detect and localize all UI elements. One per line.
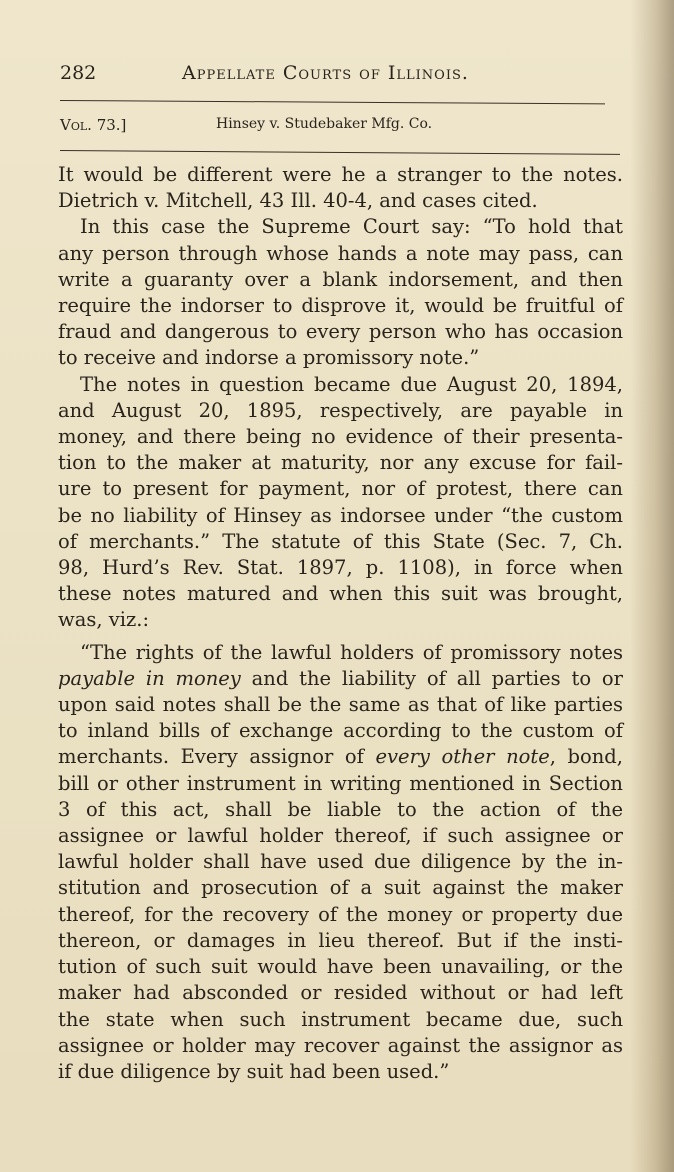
quote-line: 3 of this act, shall be liable to the action of the bbox=[58, 797, 623, 821]
text-line: of merchants.” The statute of this State (Sec. 7, Ch. bbox=[58, 529, 623, 553]
text-line: require the indorser to disprove it, would be fruitful of bbox=[58, 294, 623, 318]
text-line: 98, Hurd’s Rev. Stat. 1897, p. 1108), in force when bbox=[58, 556, 623, 580]
quote-line: the state when such instrument became due, such bbox=[58, 1007, 623, 1031]
quote-line bbox=[58, 744, 623, 770]
quote-line-end: , bond, bbox=[549, 745, 623, 769]
text-line: tion to the maker at maturity, nor any excuse for fail- bbox=[58, 451, 623, 475]
text-line: be no liability of Hinsey as indorsee under “the custom bbox=[58, 503, 623, 527]
page-number: 282 bbox=[60, 62, 97, 84]
quote-line: “The rights of the lawful holders of promissory notes bbox=[80, 640, 623, 664]
text-line: Dietrich v. Mitchell, 43 Ill. 40-4, and cases cited. bbox=[58, 189, 538, 213]
quote-line: assignee or lawful holder thereof, if such assignee or bbox=[58, 824, 623, 848]
text-line: and August 20, 1895, respectively, are payable in bbox=[58, 398, 623, 422]
text-line: It would be different were he a stranger to the notes. bbox=[58, 163, 623, 186]
case-name: Hinsey v. Studebaker Mfg. Co. bbox=[216, 116, 433, 132]
text-line: ure to present for payment, nor of protest, there can bbox=[58, 477, 623, 501]
quote-line: tution of such suit would have been unavailing, or the bbox=[58, 955, 623, 979]
quote-line: assignee or holder may recover against the assignor as bbox=[58, 1033, 623, 1057]
header-rule-bottom bbox=[60, 150, 620, 155]
quote-line: to inland bills of exchange according to the custom of bbox=[58, 719, 623, 743]
text-line: these notes matured and when this suit was brought, bbox=[58, 582, 623, 606]
quote-line: thereof, for the recovery of the money or property due bbox=[58, 902, 623, 926]
quote-line: thereon, or damages in lieu thereof. But if the insti- bbox=[58, 928, 623, 952]
text-line: The notes in question became due August 20, 1894, bbox=[80, 372, 623, 396]
quote-line: upon said notes shall be the same as that of like parties bbox=[58, 693, 623, 717]
quote-line: maker had absconded or resided without or had left bbox=[58, 981, 623, 1005]
italic-phrase: payable in money bbox=[58, 666, 241, 690]
volume-label: Vol. 73.] bbox=[60, 116, 127, 134]
italic-phrase: every other note bbox=[375, 745, 550, 769]
text-line: fraud and dangerous to every person who has occasion bbox=[58, 320, 623, 344]
quote-line: if due diligence by suit had been used.” bbox=[58, 1059, 450, 1083]
quote-line-rest: and the liability of all parties to or bbox=[240, 666, 623, 690]
quote-line bbox=[58, 666, 623, 692]
text-line: In this case the Supreme Court say: “To hold that bbox=[80, 215, 623, 239]
quote-line: lawful holder shall have used due diligence by the in- bbox=[58, 850, 623, 874]
running-head bbox=[60, 62, 620, 92]
header-rule-top bbox=[60, 100, 605, 104]
quote-line-start: merchants. Every assignor of bbox=[58, 745, 376, 769]
case-line bbox=[60, 116, 620, 140]
text-line: write a guaranty over a blank indorsement, and then bbox=[58, 267, 623, 291]
statute-quote bbox=[58, 640, 623, 1085]
text-line: was, viz.: bbox=[58, 608, 150, 632]
text-line: any person through whose hands a note may pass, can bbox=[58, 241, 623, 265]
text-line: to receive and indorse a promissory note.” bbox=[58, 346, 480, 370]
quote-line: bill or other instrument in writing mentioned in Section bbox=[58, 771, 623, 795]
court-title: Appellate Courts of Illinois. bbox=[182, 62, 469, 84]
quote-line: stitution and prosecution of a suit against the maker bbox=[58, 876, 623, 900]
text-line: money, and there being no evidence of their presenta- bbox=[58, 425, 623, 449]
body-text bbox=[58, 162, 623, 1085]
